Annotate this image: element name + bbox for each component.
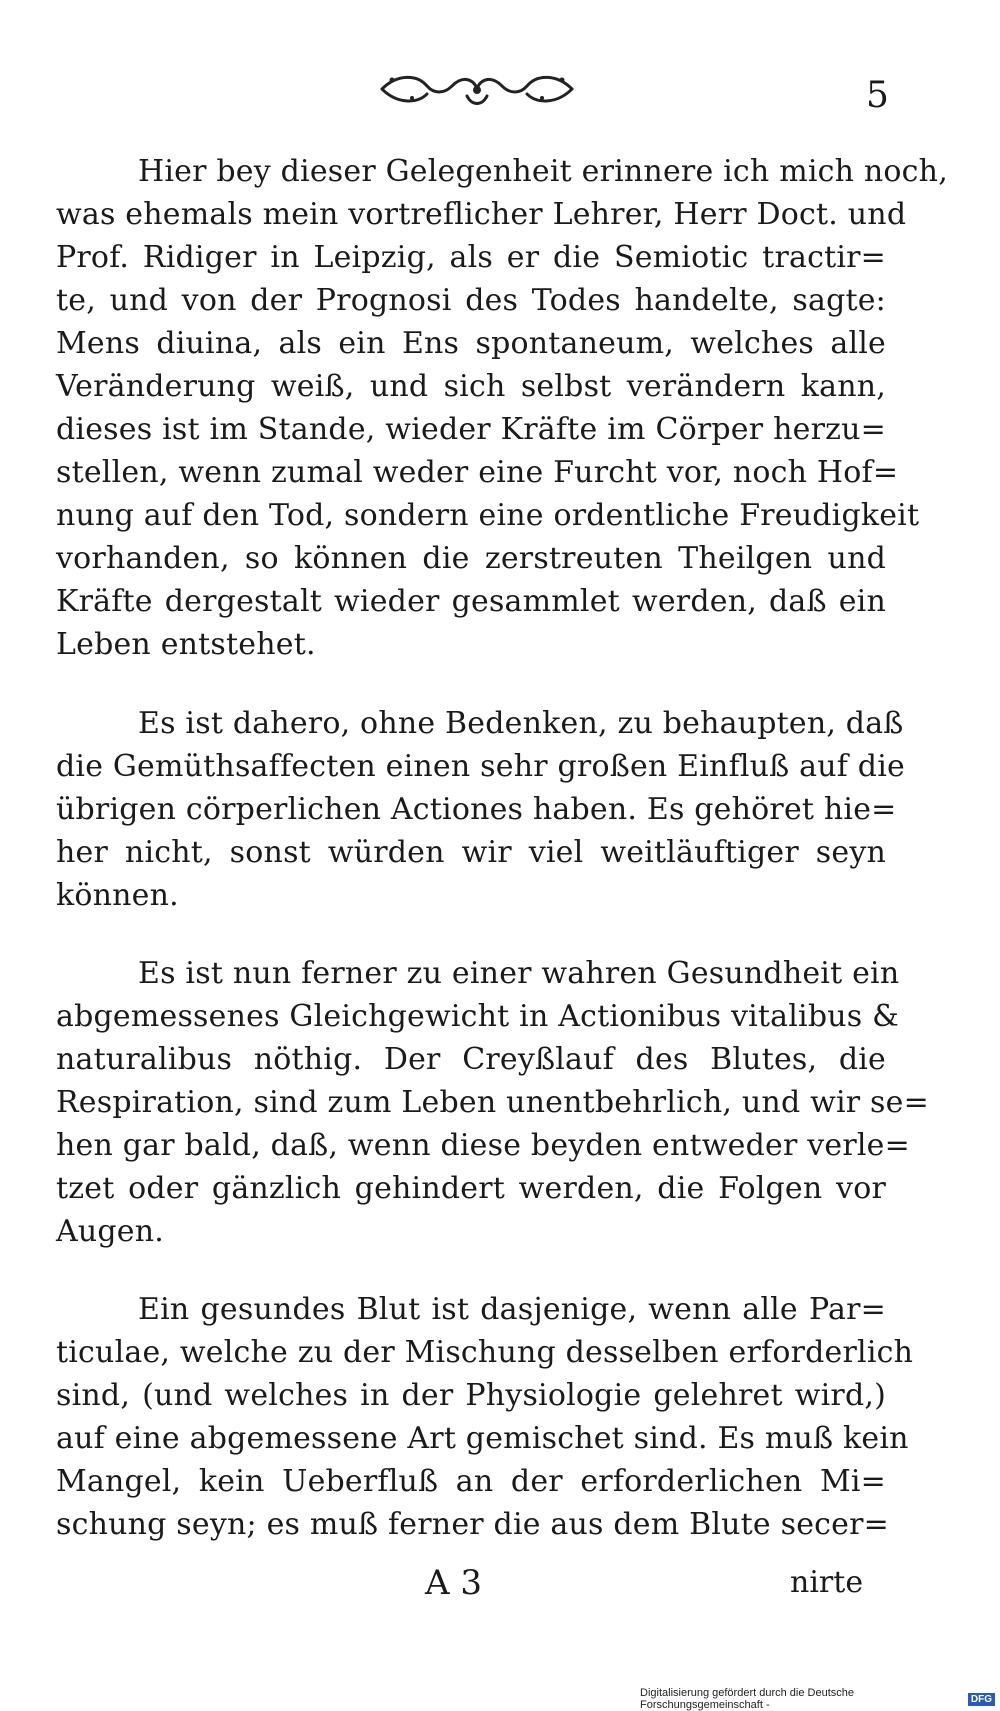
text-line: Hier bey dieser Gelegenheit erinnere ich mich noch,	[138, 154, 948, 189]
dfg-logo-icon: DFG	[968, 1693, 995, 1706]
text-line: übrigen cörperlichen Actiones haben. Es gehöret hie=	[56, 792, 897, 827]
catchword: nirte	[790, 1565, 864, 1600]
paragraph-1	[56, 150, 948, 666]
text-line: nung auf den Tod, sondern eine ordentliche Freudigkeit	[56, 498, 920, 533]
page-number: 5	[866, 75, 889, 116]
text-line: tzet oder gänzlich gehindert werden, die Folgen vor	[56, 1171, 886, 1206]
text-line: Veränderung weiß, und sich selbst verändern kann,	[56, 369, 886, 404]
text-line: her nicht, sonst würden wir viel weitläuftiger seyn	[56, 835, 886, 870]
text-line: sind, (und welches in der Physiologie gelehret wird,)	[56, 1378, 886, 1413]
text-line: naturalibus nöthig. Der Creyßlauf des Blutes, die	[56, 1042, 886, 1077]
text-line: dieses ist im Stande, wieder Kräfte im Cörper herzu=	[56, 412, 886, 447]
ornament-vignette-icon	[372, 66, 582, 112]
text-line: Prof. Ridiger in Leipzig, als er die Semiotic tractir=	[56, 240, 886, 275]
signature-mark: A 3	[425, 1563, 482, 1603]
paragraph-2	[56, 702, 905, 917]
text-line: die Gemüthsaffecten einen sehr großen Einfluß auf die	[56, 749, 905, 784]
text-line: Leben entstehet.	[56, 627, 316, 662]
text-line: Augen.	[56, 1214, 165, 1249]
text-line: Mangel, kein Ueberfluß an der erforderlichen Mi=	[56, 1464, 886, 1499]
text-line: Mens diuina, als ein Ens spontaneum, welches alle	[56, 326, 886, 361]
text-line: hen gar bald, daß, wenn diese beyden entweder verle=	[56, 1128, 910, 1163]
text-line: abgemessenes Gleichgewicht in Actionibus vitalibus &	[56, 999, 900, 1034]
digitization-note: Digitalisierung gefördert durch die Deutsche Forschungsgemeinschaft -	[640, 1687, 855, 1711]
text-line: Respiration, sind zum Leben unentbehrlich, und wir se=	[56, 1085, 929, 1120]
paragraph-4	[56, 1288, 914, 1546]
text-line: Es ist nun ferner zu einer wahren Gesundheit ein	[138, 956, 900, 991]
text-line: schung seyn; es muß ferner die aus dem Blute secer=	[56, 1507, 890, 1542]
text-line: ticulae, welche zu der Mischung desselben erforderlich	[56, 1335, 914, 1370]
text-line: te, und von der Prognosi des Todes handelte, sagte:	[56, 283, 886, 318]
paragraph-3	[56, 952, 929, 1253]
text-line: Es ist dahero, ohne Bedenken, zu behaupten, daß	[138, 706, 904, 741]
digitization-footer	[640, 1687, 995, 1711]
text-line: vorhanden, so können die zerstreuten Theilgen und	[56, 541, 886, 576]
text-line: auf eine abgemessene Art gemischet sind. Es muß kein	[56, 1421, 909, 1456]
text-line: Kräfte dergestalt wieder gesammlet werden, daß ein	[56, 584, 886, 619]
text-line: stellen, wenn zumal weder eine Furcht vor, noch Hof=	[56, 455, 899, 490]
text-line: Ein gesundes Blut ist dasjenige, wenn alle Par=	[138, 1292, 886, 1327]
text-line: können.	[56, 878, 179, 913]
text-line: was ehemals mein vortreflicher Lehrer, Herr Doct. und	[56, 197, 907, 232]
